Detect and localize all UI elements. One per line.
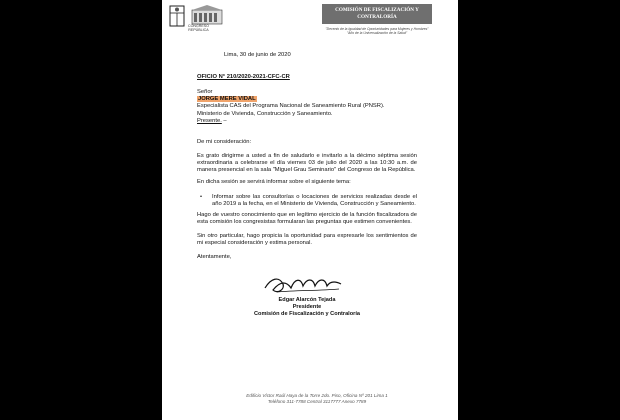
congress-coat-of-arms-icon (167, 4, 225, 38)
paragraph-closing: Sin otro particular, hago propicia la oportunidad para expresarle los sentimientos de mi especial consideración y estima personal. (197, 233, 417, 247)
presente-label: Presente. (197, 117, 222, 124)
topic-bullet (200, 194, 417, 208)
bullet-marker: • (200, 194, 203, 200)
recipient-organization: Ministerio de Vivienda, Construcción y Saneamiento. (197, 110, 333, 117)
salutation: Señor (197, 89, 213, 95)
reference-number: OFICIO N° 210/2020-2021-CFC-CR (197, 74, 290, 80)
logo-label: CONGRESO REPÚBLICA (188, 24, 209, 33)
letter-date: Lima, 30 de junio de 2020 (224, 52, 291, 58)
motto-line-1: "Decenio de la Igualdad de Oportunidades para Mujeres y Hombres" (325, 27, 429, 31)
footer-address (202, 393, 432, 405)
presente-suffix: – (221, 117, 227, 124)
farewell: Atentamente, (197, 254, 232, 260)
recipient-name: JORGE MERE VIDAL (198, 96, 256, 103)
paragraph-invitation: Es grato dirigirme a usted a fin de saludarlo e invitarlo a la décimo séptima sesión extraordinaria a celebrarse el día viernes 03 de julio del 2020 a las 10:30 a.m. de manera presencial en la sala "Miguel Grau Seminario" del Congreso de la República. (197, 153, 417, 174)
paragraph-topic-intro: En dicha sesión se servirá informar sobre el siguiente tema: (197, 179, 351, 185)
letter-page (162, 0, 458, 420)
footer-line-1: Edificio Víctor Raúl Haya de la Torre 2do. Piso, Oficina Nº 201 Lima 1 (246, 393, 388, 398)
signer-name: Edgar Alarcón Tejada (278, 297, 336, 303)
committee-header: COMISIÓN DE FISCALIZACIÓN Y CONTRALORÍA (322, 4, 432, 24)
signature-block (222, 297, 392, 319)
addressee-block (197, 89, 417, 125)
paragraph-questions: Hago de vuestro conocimiento que en legítimo ejercicio de la función fiscalizadora de esta comisión los congresistas formularan las preguntas que estimen convenientes. (197, 212, 417, 226)
decree-motto (312, 27, 442, 36)
signer-committee: Comisión de Fiscalización y Contraloría (254, 311, 360, 318)
motto-line-2: "Año de la Universalización de la Salud" (346, 31, 408, 36)
greeting: De mi consideración: (197, 139, 252, 145)
recipient-title: Especialista CAS del Programa Nacional de Saneamiento Rural (PNSR). (197, 103, 385, 110)
topic-bullet-text: Informar sobre las consultorías o locaciones de servicios realizadas desde el año 2019 a la fecha, en el Ministerio de Vivienda, Construcción y Saneamiento. (212, 194, 417, 208)
footer-line-2: Teléfono 311-7788 Central 3117777 Anexo 7789 (267, 399, 367, 404)
signer-role: Presidente (292, 304, 322, 311)
